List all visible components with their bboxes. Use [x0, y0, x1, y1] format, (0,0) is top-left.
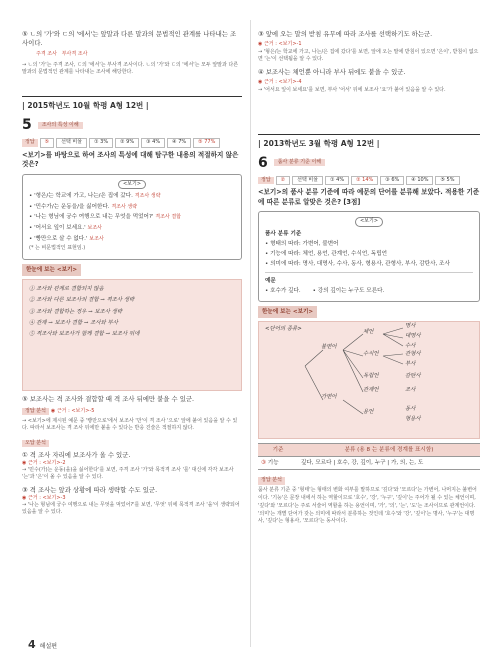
stat-cell: ② 14% — [351, 176, 378, 185]
wrong-badge: 오답 분석 — [22, 440, 49, 447]
explanation-text: → ㄴ의 '가'는 주격 조사, ㄷ의 '에서'는 부사격 조사이다. ㄴ의 '가'와 ㄷ의 '에서'는 모두 앞말과 다른 말과의 문법적인 관계를 나타내는 조사에 해당한다. — [22, 61, 239, 76]
top-item — [22, 30, 242, 76]
stat-cell: ① 4% — [325, 176, 349, 185]
box-footnote: (* 는 비문법적인 표현임.) — [29, 245, 86, 252]
hand-line: ① 조사와 관계로 결합되지 않음 — [29, 285, 104, 292]
item-3-explanation: → '형은/는 학교에 가고, 나는/은 집에 갔다'를 보면, 앞에 오는 말에 받침이 있으면 '은이', 받침이 없으면 '는'이 선택됨을 알 수 있다. — [258, 48, 479, 62]
stat-cell: ④ 10% — [406, 176, 433, 185]
item-number: ⑤ — [22, 30, 28, 38]
row-choice: ③ — [261, 460, 267, 467]
stat-cell: ④ 7% — [167, 138, 191, 147]
stat-label: 정답 — [22, 139, 38, 146]
bogi-box — [258, 211, 480, 302]
example-title: 예문 — [265, 277, 276, 284]
annotation: 격조사 생략 — [111, 203, 138, 210]
criteria-line: • 기능에 따라: 체언, 용언, 관계언, 수식언, 독립언 — [265, 250, 388, 257]
stat-label: 정답 — [258, 177, 274, 184]
evidence-note: ◉ 근거 : <보기>-4 — [258, 79, 302, 86]
tree-leaf: 부사 — [405, 361, 416, 368]
wrong-explanation: → '나는 형님에 궁수 여행으로 내는 무엇을 먹었어?'를 보면, '무엇' 뒤에 목적격 조사 '을'이 생략되어 있음을 알 수 있다. — [22, 502, 240, 516]
question-6-header — [258, 134, 480, 185]
answer-badge: 정답 분석 — [258, 477, 285, 484]
evidence-note: ◉ 근거 : <보기>-3 — [22, 494, 66, 501]
table-row — [258, 457, 480, 470]
page-label: 해설편 — [39, 643, 58, 651]
tree-leaf: 조사 — [405, 387, 416, 394]
word-tree-panel — [258, 321, 480, 439]
question-tag: 품사 분류 기준 이해 — [274, 159, 325, 166]
stat-cell: ③ 4% — [141, 138, 165, 147]
wrong-explanation: → '민수(가)는 운동(을)을 싫어한다'를 보면, 주격 조사 '가'와 목적격 조사 '를' 대신에 각각 보조사 '는'과 '은'이 올 수 있음을 알 수 있다. — [22, 467, 234, 481]
tree-node: 불변어 — [321, 344, 337, 351]
hand-line: ③ 조사와 결합하는 경우 → 보조사 생략 — [29, 308, 123, 315]
wrong-item: ③ 격 조사는 앞과 상황에 따라 생략할 수도 있군. — [22, 485, 158, 494]
tree-leaf: 명사 — [405, 323, 416, 330]
annotation: 격조사 생략 — [134, 193, 161, 200]
hand-line: ⑤ 격조사와 보조사가 함께 결합 → 보조사 뒤에 — [29, 331, 140, 338]
evidence-note: ◉ 근거 : <보기>-5 — [50, 408, 95, 415]
handwritten-panel — [22, 279, 242, 391]
row-criterion: 기능 — [267, 460, 279, 467]
item-4-text: ④ 보조사는 체언뿐 아니라 부사 뒤에도 붙을 수 있군. — [258, 68, 406, 77]
hand-line: ② 조사와 다른 보조사의 결합 → 격조사 생략 — [29, 297, 135, 304]
stat-select-label: 선택 비율 — [56, 138, 87, 147]
answer-badge: 정답 분석 — [22, 408, 49, 415]
tree-node: 수식언 — [363, 351, 379, 358]
criteria-title: 품사 분류 기준 — [265, 230, 302, 237]
tree-node: 독립언 — [363, 373, 379, 380]
note-label: 한눈에 보는 <보기> — [258, 306, 317, 318]
annotation: 격조사 결합 — [155, 214, 181, 221]
question-text: <보기>의 품사 분류 기준에 따라 예문의 단어를 분류해 보았다. 적용한 기준에 따른 분류로 알맞은 것은? [3점] — [258, 188, 480, 206]
bogi-box — [22, 174, 242, 260]
annotation: 부사격 조사 — [61, 50, 88, 57]
example-line: • 호수가 깊다. — [265, 287, 301, 294]
answer-explanation: 품사 분류 기준 중 '형태'는 형태의 변화 여부를 말하므로 '깊다'와 '모르다'는 가변어, 나머지는 불변어이다. '기능'은 문장 내에서 하는 역할이므로 '호수', '강', '누구', '깊이'는 주어가 될 수 있는 체언이며, '깊다'와 '모르다'는 주로 서술어 역할을 하는 용언이며, '가', '의', '는', '도'는 조사이므로 관계언이다. '의미'는 개별 단어가 갖는 의미에 따라서 분류하는 것인데 '호수'와 '강', '깊이'는 명사, '누구'는 대명사, '깊다'는 형용사, '모르다'는 동사이다. — [258, 487, 477, 525]
right-column — [258, 30, 480, 526]
question-number: 6 — [258, 154, 268, 171]
item-3-text: ③ 앞에 오는 말의 받침 유무에 따라 조사를 선택하기도 하는군. — [258, 30, 433, 38]
answer-stats — [22, 138, 242, 147]
row-classification: 깊다, 모르다 | 호수, 강, 깊이, 누구 | 가, 의, 는, 도 — [298, 457, 480, 470]
evidence-note: ◉ 근거 : <보기>-1 — [258, 41, 302, 48]
stat-cell: ⑤ 77% — [193, 138, 220, 147]
wrong-item: ① 격 조사 자리에 보조사가 올 수 있군. — [22, 450, 131, 459]
stat-select-label: 선택 비율 — [292, 176, 323, 185]
box-label: <보기> — [118, 180, 146, 189]
tree-node: 체언 — [363, 329, 374, 336]
question-tag: 조사의 특성 이해 — [38, 122, 83, 129]
tree-lines — [265, 326, 465, 436]
left-column — [22, 30, 242, 517]
tree-node: 가변어 — [321, 394, 337, 401]
item-5-text: ⑤ 보조사는 격 조사와 결합할 때 격 조사 뒤에만 붙을 수 있군. — [22, 394, 195, 403]
evidence-note: ◉ 근거 : <보기>-2 — [22, 459, 66, 466]
tree-root: <단어의 종류> — [265, 326, 302, 333]
question-5-header — [22, 96, 242, 147]
tree-leaf: 대명사 — [405, 333, 421, 340]
table-header: 기준 — [258, 444, 298, 457]
tree-leaf: 동사 — [405, 406, 416, 413]
classification-table — [258, 443, 480, 470]
stat-cell: ③ 6% — [380, 176, 404, 185]
word-tree — [265, 323, 473, 436]
criteria-line: • 의미에 따라: 명사, 대명사, 수사, 동사, 형용사, 관형사, 부사, 감탄사, 조사 — [265, 260, 450, 267]
table-header: 분류 (용 8 는 분류에 경계를 표시함) — [298, 444, 480, 457]
column-divider — [250, 20, 251, 647]
stat-answer: ⑤ — [40, 138, 54, 147]
box-line: • '형은/는 학교에 가고, 나는/은 집에 갔다. — [29, 193, 133, 200]
criteria-line: • 형태의 따라: 가변어, 불변어 — [265, 240, 339, 247]
tree-leaf: 형용사 — [405, 416, 421, 423]
question-source: | 2013학년도 3월 학평 A형 12번 | — [258, 138, 380, 148]
stat-cell: ⑤ 5% — [435, 176, 459, 185]
hand-line: ④ 관계 → 보조사 결합 → 조사와 부사 — [29, 319, 118, 326]
box-line: • '빵만으로 살 수 없다.' — [29, 235, 88, 242]
box-label: <보기> — [355, 217, 383, 226]
note-label: 한눈에 보는 <보기> — [22, 264, 81, 276]
stat-answer: ② — [276, 176, 290, 185]
box-line: • '나는 형님에 궁수 여행으로 내는 무엇을 먹었어?' — [29, 214, 154, 221]
item-4-explanation: → '어서요 잎이 보세요'를 보면, 부사 '어서' 뒤에 보조사 '요'가 붙어 있음을 알 수 있다. — [258, 86, 446, 93]
example-line: • 강의 깊이는 누구도 모른다. — [312, 287, 385, 294]
tree-node: 용언 — [363, 409, 374, 416]
annotation: 보조사 — [89, 235, 104, 242]
answer-explanation: → <보기>에 제시된 예문 중 '빵만으로'에서 보조사 '만'이 격 조사 '으로' 앞에 붙어 있음을 알 수 있다. 따라서 보조사는 격 조사 뒤에만 붙을 수 있다는 반응 진술은 적절하지 않다. — [22, 418, 238, 432]
tree-node: 관계언 — [363, 387, 379, 394]
box-line: • '어서요 잎이 보세요.' — [29, 224, 86, 231]
box-line: • '민수가/는 운동을/을 싫어한다. — [29, 203, 110, 210]
tree-leaf: 관형사 — [405, 351, 421, 358]
tree-leaf: 수사 — [405, 343, 416, 350]
annotation: 보조사 — [87, 224, 102, 231]
page-number: 4 — [28, 638, 36, 652]
stat-cell: ② 9% — [115, 138, 139, 147]
tree-leaf: 감탄사 — [405, 373, 421, 380]
stat-cell: ① 3% — [89, 138, 113, 147]
item-text: ㄴ의 '가'와 ㄷ의 '에서'는 앞말과 다른 말과의 문법적인 관계를 나타내는 조사이다. — [22, 30, 237, 48]
page-footer — [28, 637, 57, 653]
annotation: 주격 조사 — [36, 50, 57, 57]
answer-stats — [258, 176, 480, 185]
question-text: <보기>를 바탕으로 하여 조사의 특성에 대해 탐구한 내용의 적절하지 않은 것은? — [22, 150, 239, 169]
question-source: | 2015학년도 10월 학평 A형 12번 | — [22, 101, 149, 111]
question-number: 5 — [22, 117, 32, 134]
